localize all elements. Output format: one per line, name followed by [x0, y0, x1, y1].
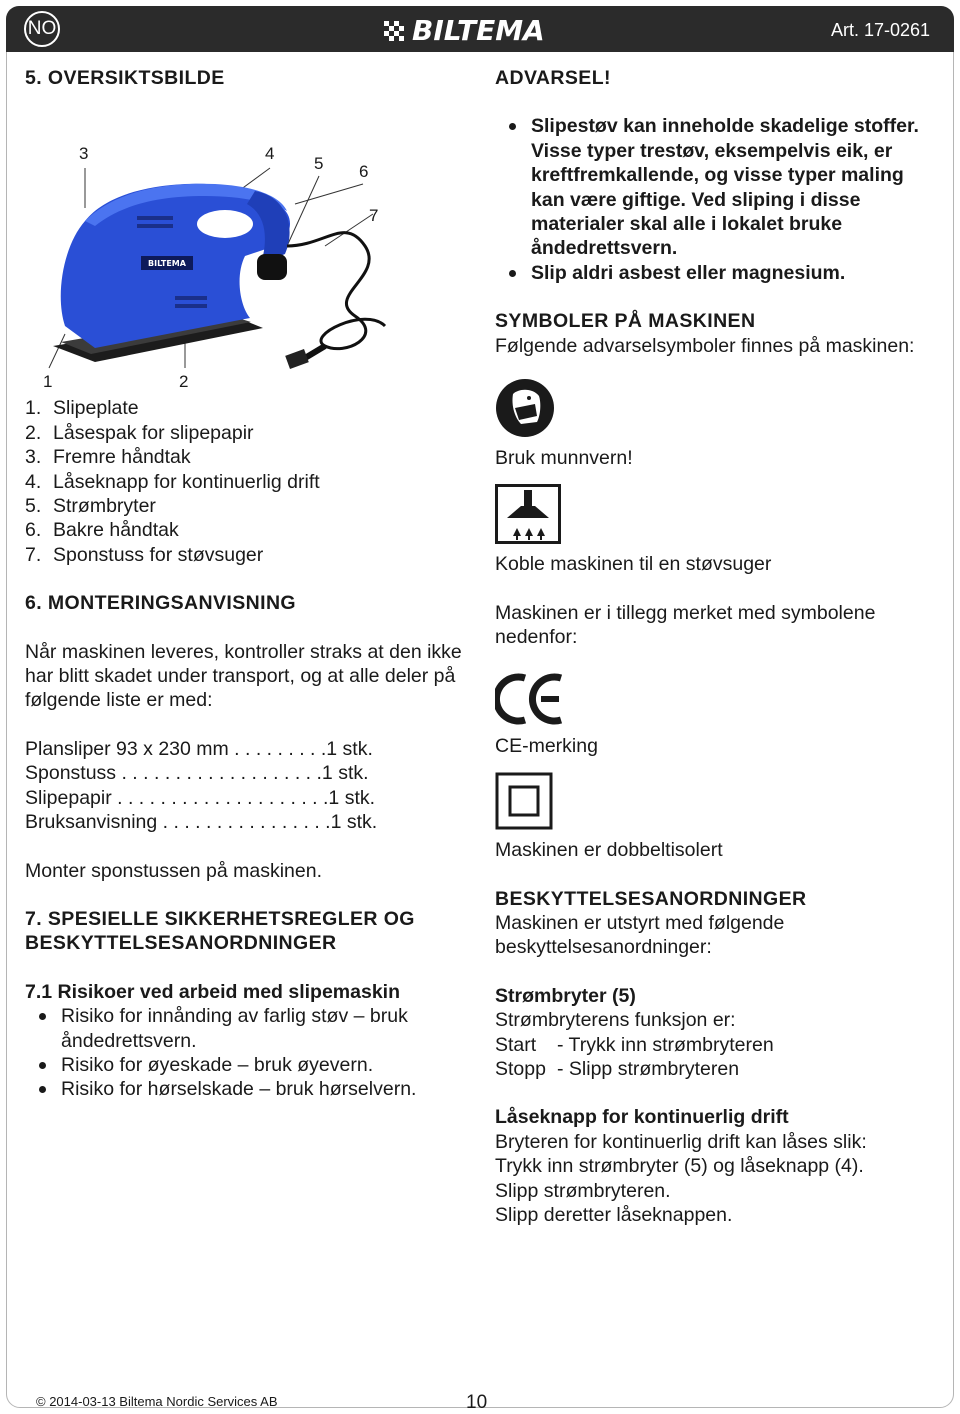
right-column — [495, 66, 935, 1227]
parts-item: 2. Låsespak for slipepapir — [25, 421, 254, 444]
double-insulation-caption: Maskinen er dobbeltisolert — [495, 839, 723, 862]
brand-logo — [384, 14, 545, 47]
lock-line: Bryteren for kontinuerlig drift kan låses slik: — [495, 1130, 867, 1153]
stop-label: Stopp — [495, 1057, 546, 1080]
packing-list-item: Sponstuss . . . . . . . . . . . . . . . . . . .1 stk. — [25, 762, 369, 785]
callout-4: 4 — [265, 144, 275, 164]
callout-2: 2 — [179, 372, 189, 392]
language-badge: NO — [24, 11, 60, 47]
parts-item: 5. Strømbryter — [25, 495, 156, 518]
vacuum-symbol-icon — [495, 484, 561, 544]
left-column — [25, 66, 475, 1102]
sander-figure — [25, 96, 475, 396]
parts-item: 7. Sponstuss for støvsuger — [25, 543, 264, 566]
checker-logo-icon — [384, 21, 404, 41]
warning-item: Slip aldri asbest eller magnesium. — [495, 261, 935, 285]
parts-list — [25, 396, 475, 567]
footer-copyright: © 2014-03-13 Biltema Nordic Services AB — [36, 1394, 278, 1409]
ce-mark-icon — [495, 672, 565, 726]
packing-list — [25, 737, 475, 835]
double-insulation-icon — [495, 772, 553, 830]
mask-symbol-icon — [495, 378, 555, 438]
warning-heading: ADVARSEL! — [495, 67, 611, 89]
extra-symbols-intro: Maskinen er i tillegg merket med symbolene nedenfor: — [495, 601, 876, 649]
lock-line: Slipp deretter låseknappen. — [495, 1203, 733, 1226]
brand-name: BILTEMA — [412, 14, 545, 47]
parts-item: 6. Bakre håndtak — [25, 519, 179, 542]
symbols-heading: SYMBOLER PÅ MASKINEN — [495, 310, 756, 333]
parts-item: 3. Fremre håndtak — [25, 446, 191, 469]
parts-item: 4. Låseknapp for kontinuerlig drift — [25, 470, 320, 493]
packing-list-item: Bruksanvisning . . . . . . . . . . . . . . . .1 stk. — [25, 811, 378, 834]
start-label: Start — [495, 1033, 537, 1056]
packing-list-item: Slipepapir . . . . . . . . . . . . . . . . . . . .1 stk. — [25, 786, 376, 809]
callout-1: 1 — [43, 372, 53, 392]
page-header — [6, 6, 954, 52]
assembly-note: Monter sponstussen på maskinen. — [25, 859, 322, 882]
risk-item: Risiko for innånding av farlig støv – bruk åndedrettsvern. — [25, 1004, 475, 1053]
vacuum-caption: Koble maskinen til en støvsuger — [495, 553, 772, 576]
overview-heading: 5. OVERSIKTSBILDE — [25, 67, 225, 89]
sander-image — [25, 96, 475, 396]
stop-row — [495, 1057, 935, 1081]
safety-heading-line1: 7. SPESIELLE SIKKERHETSREGLER OG — [25, 907, 415, 930]
callout-5: 5 — [314, 154, 324, 174]
packing-list-item: Plansliper 93 x 230 mm . . . . . . . . .1 stk. — [25, 737, 373, 760]
start-row — [495, 1033, 935, 1057]
risk-item: Risiko for hørselskade – bruk hørselvern. — [25, 1077, 475, 1101]
risk-item: Risiko for øyeskade – bruk øyevern. — [25, 1053, 475, 1077]
switch-intro: Strømbryterens funksjon er: — [495, 1009, 736, 1032]
warning-list — [495, 114, 935, 285]
symbols-intro: Følgende advarselsymboler finnes på maskinen: — [495, 334, 915, 357]
lock-line: Trykk inn strømbryter (5) og låseknapp (4). — [495, 1155, 864, 1178]
page-number: 10 — [466, 1392, 488, 1413]
parts-item: 1. Slipeplate — [25, 397, 139, 420]
callout-7: 7 — [369, 206, 379, 226]
mask-caption: Bruk munnvern! — [495, 447, 633, 470]
protection-intro: Maskinen er utstyrt med følgende beskyttelsesanordninger: — [495, 911, 785, 959]
warning-item: Slipestøv kan inneholde skadelige stoffer. Visse typer trestøv, eksempelvis eik, er kreftfremkallende, og visse typer maling kan være giftige. Ved sliping i disse materialer skal alle i lokalet bruke åndedrettsvern. — [495, 114, 935, 260]
risk-list — [25, 1004, 475, 1102]
lock-heading: Låseknapp for kontinuerlig drift — [495, 1106, 789, 1129]
lock-line: Slipp strømbryteren. — [495, 1179, 671, 1202]
callout-3: 3 — [79, 144, 89, 164]
callout-6: 6 — [359, 162, 369, 182]
assembly-intro: Når maskinen leveres, kontroller straks at den ikke har blitt skadet under transport, og at alle deler på følgende liste er med: — [25, 640, 462, 712]
article-number: Art. 17-0261 — [830, 20, 930, 40]
stop-text: - Slipp strømbryteren — [557, 1057, 740, 1080]
product-label: BILTEMA — [148, 259, 186, 269]
start-text: - Trykk inn strømbryteren — [557, 1033, 774, 1056]
switch-heading: Strømbryter (5) — [495, 984, 636, 1007]
risk-subheading: 7.1 Risikoer ved arbeid med slipemaskin — [25, 980, 401, 1003]
safety-heading-line2: BESKYTTELSESANORDNINGER — [25, 932, 337, 955]
ce-caption: CE-merking — [495, 734, 598, 757]
assembly-heading: 6. MONTERINGSANVISNING — [25, 592, 296, 615]
protection-heading: BESKYTTELSESANORDNINGER — [495, 887, 807, 910]
